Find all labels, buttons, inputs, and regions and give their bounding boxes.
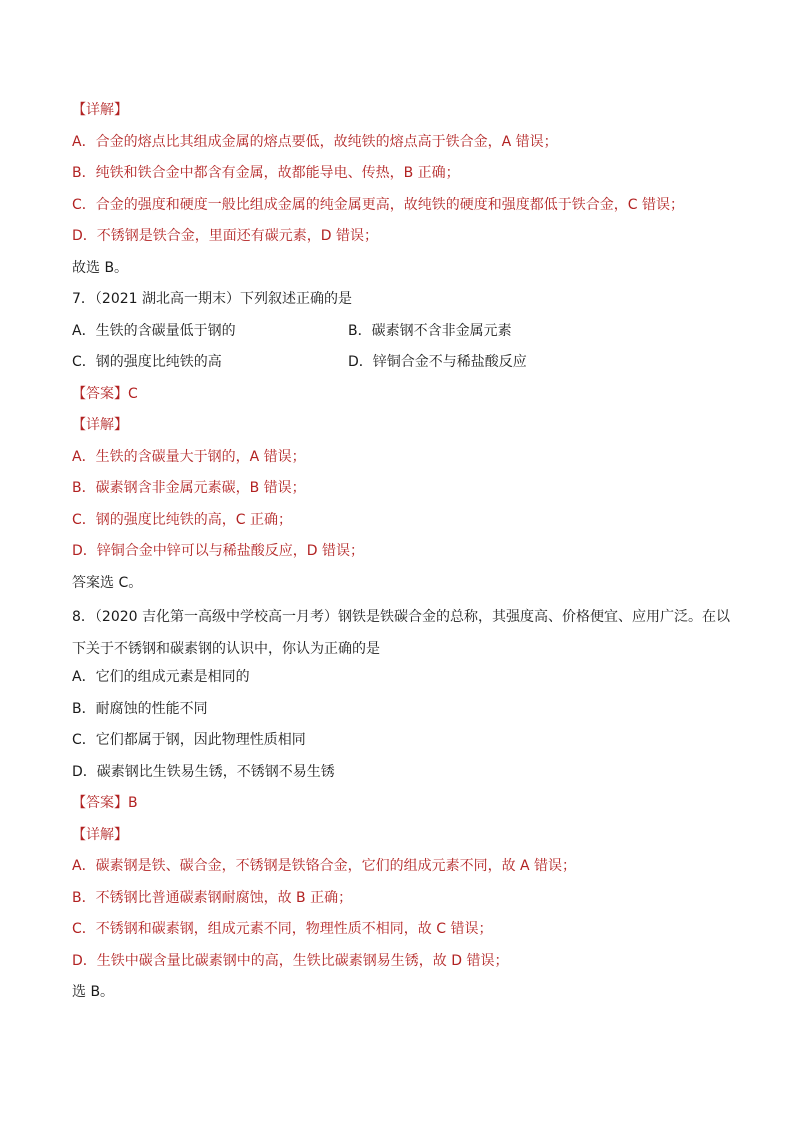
detail-heading: 【详解】	[72, 417, 128, 433]
options-row	[72, 319, 732, 351]
answer-value: B	[128, 795, 138, 811]
answer-heading: 【答案】	[72, 795, 128, 811]
detail-item: D．生铁中碳含量比碳素钢中的高，生铁比碳素钢易生锈，故 D 错误；	[72, 952, 509, 969]
answer-value: C	[128, 385, 138, 402]
answer-heading: 【答案】	[72, 385, 128, 402]
document-page	[72, 98, 732, 1012]
option-d: D．锌铜合金不与稀盐酸反应	[348, 354, 527, 370]
detail-conclusion: 答案选 C。	[72, 574, 143, 591]
option-b: B．碳素钢不含非金属元素	[348, 322, 512, 339]
detail-conclusion: 故选 B。	[72, 259, 129, 276]
option-a: A．生铁的含碳量低于钢的	[72, 322, 236, 339]
detail-item: C．钢的强度比纯铁的高，C 正确；	[72, 511, 293, 528]
options-row	[72, 350, 732, 382]
detail-item: D．不锈钢是铁合金，里面还有碳元素，D 错误；	[72, 228, 379, 244]
option-c: C．它们都属于钢，因此物理性质相同	[72, 732, 306, 748]
detail-heading: 【详解】	[72, 826, 128, 843]
answer-line	[72, 791, 732, 823]
detail-heading: 【详解】	[72, 102, 128, 118]
detail-conclusion: 选 B。	[72, 984, 115, 1000]
question-stem: 8．（2020 吉化第一高级中学校高一月考）钢铁是铁碳合金的总称，其强度高、价格便宜、应用广泛。在以下关于不锈钢和碳素钢的认识中，你认为正确的是	[72, 609, 730, 657]
detail-item: B．碳素钢含非金属元素碳，B 错误；	[72, 480, 306, 496]
option-d: D．碳素钢比生铁易生锈，不锈钢不易生锈	[72, 763, 335, 780]
answer-line	[72, 382, 732, 414]
option-b: B．耐腐蚀的性能不同	[72, 700, 208, 717]
option-c: C．钢的强度比纯铁的高	[72, 354, 222, 370]
option-a: A．它们的组成元素是相同的	[72, 669, 250, 685]
detail-item: D．锌铜合金中锌可以与稀盐酸反应，D 错误；	[72, 543, 365, 559]
detail-item: B．纯铁和铁合金中都含有金属，故都能导电、传热，B 正确；	[72, 165, 460, 181]
detail-item: B．不锈钢比普通碳素钢耐腐蚀，故 B 正确；	[72, 889, 353, 906]
detail-item: C．合金的强度和硬度一般比组成金属的纯金属更高，故纯铁的硬度和强度都低于铁合金，C 错误；	[72, 196, 684, 213]
detail-item: A．生铁的含碳量大于钢的，A 错误；	[72, 448, 306, 465]
question-stem: 7．（2021 湖北高一期末）下列叙述正确的是	[72, 291, 352, 307]
detail-item: C．不锈钢和碳素钢，组成元素不同，物理性质不相同，故 C 错误；	[72, 921, 493, 937]
detail-item: A．合金的熔点比其组成金属的熔点要低，故纯铁的熔点高于铁合金，A 错误；	[72, 133, 558, 150]
detail-item: A．碳素钢是铁、碳合金，不锈钢是铁铬合金，它们的组成元素不同，故 A 错误；	[72, 858, 577, 874]
